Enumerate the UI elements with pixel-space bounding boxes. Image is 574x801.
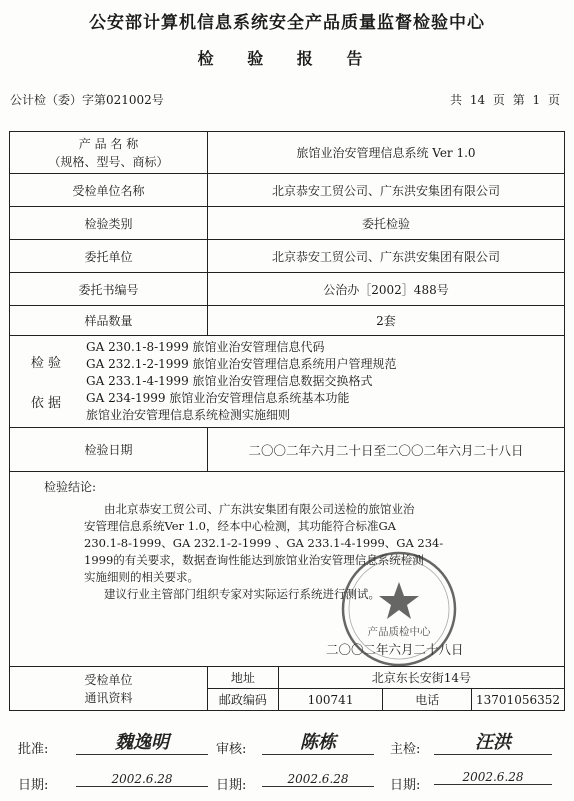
page-count: 共 14 页 第 1 页 (450, 93, 560, 107)
conclusion-line: 由北京恭安工贸公司、广东洪安集团有限公司送检的旅馆业治 (104, 502, 415, 516)
product-name-value: 旅馆业治安管理信息系统 Ver 1.0 (208, 132, 565, 174)
basis-item: GA 234-1999 旅馆业治安管理信息系统基本功能 (86, 391, 350, 405)
category-label: 检验类别 (10, 207, 208, 240)
seal-text: 产品质检中心 (367, 626, 431, 638)
main-inspector-label: 主检: (390, 742, 421, 757)
address-label: 地址 (208, 667, 279, 689)
basis-cell (10, 336, 565, 428)
postcode-value: 100741 (278, 689, 383, 711)
review-date: 2002.6.28 (262, 772, 374, 787)
phone-value: 13701056352 (472, 689, 565, 711)
client-value: 北京恭安工贸公司、广东洪安集团有限公司 (208, 240, 565, 273)
inspected-unit-value: 北京恭安工贸公司、广东洪安集团有限公司 (208, 174, 565, 207)
main-date-label: 日期: (390, 778, 421, 793)
conclusion-date: 二〇〇二年六月二十八日 (326, 642, 464, 657)
approve-label: 批准: (18, 742, 49, 757)
review-date-label: 日期: (216, 778, 247, 793)
approve-signature: 魏逸明 (76, 728, 208, 755)
seal-icon (340, 550, 458, 668)
contact-label-line2: 通讯资料 (84, 690, 133, 705)
phone-label: 电话 (383, 689, 472, 711)
conclusion-cell (10, 472, 565, 667)
inspection-date-value: 二〇〇二年六月二十日至二〇〇二年六月二十八日 (208, 428, 565, 472)
basis-label-line2: 依 据 (30, 395, 62, 411)
basis-list (82, 336, 401, 427)
inspection-date-label: 检验日期 (10, 428, 208, 472)
commission-no-label: 委托书编号 (10, 273, 208, 306)
main-date: 2002.6.28 (434, 770, 552, 785)
review-signature: 陈栋 (262, 728, 374, 755)
basis-item: GA 230.1-8-1999 旅馆业治安管理信息代码 (86, 340, 325, 354)
conclusion-line: 230.1-8-1999、GA 232.1-2-1999 、GA 233.1-4-1999、GA 234- (84, 536, 444, 550)
product-label-line1: 产 品 名 称 (78, 136, 139, 151)
basis-label-line1: 检 验 (30, 356, 62, 372)
inspected-unit-label: 受检单位名称 (10, 174, 208, 207)
conclusion-line: 安管理信息系统Ver 1.0，经本中心检测，其功能符合标准GA (84, 519, 396, 533)
org-title: 公安部计算机信息系统安全产品质量监督检验中心 (89, 13, 485, 33)
conclusion-line: 1999的有关要求，数据查询性能达到旅馆业治安管理信息系统检测 (84, 553, 424, 567)
main-inspector-signature: 汪洪 (434, 728, 552, 755)
conclusion-line: 建议行业主管部门组织专家对实际运行系统进行测试。 (104, 587, 380, 601)
contact-label (10, 667, 208, 711)
conclusion-label: 检验结论: (44, 480, 97, 494)
product-name-label (10, 132, 208, 174)
conclusion-line: 实施细则的相关要求。 (84, 570, 199, 584)
report-table (9, 131, 565, 711)
basis-item: GA 232.1-2-1999 旅馆业治安管理信息系统用户管理规范 (86, 357, 397, 371)
sample-qty-label: 样品数量 (10, 306, 208, 336)
approve-date: 2002.6.28 (76, 772, 208, 787)
review-label: 审核: (216, 742, 247, 757)
product-label-line2: （规格、型号、商标） (48, 154, 169, 169)
basis-label (10, 336, 82, 427)
sample-qty-value: 2套 (208, 306, 565, 336)
report-number: 公计检（委）字第021002号 (10, 93, 164, 107)
approve-date-label: 日期: (18, 778, 49, 793)
commission-no-value: 公治办［2002］488号 (208, 273, 565, 306)
report-title: 检 验 报 告 (197, 49, 377, 68)
official-seal (340, 550, 458, 668)
address-value: 北京东长安街14号 (278, 667, 564, 689)
basis-item: 旅馆业治安管理信息系统检测实施细则 (86, 408, 291, 422)
client-label: 委托单位 (10, 240, 208, 273)
basis-item: GA 233.1-4-1999 旅馆业治安管理信息数据交换格式 (86, 374, 373, 388)
contact-label-line1: 受检单位 (84, 672, 133, 687)
postcode-label: 邮政编码 (208, 689, 279, 711)
category-value: 委托检验 (208, 207, 565, 240)
